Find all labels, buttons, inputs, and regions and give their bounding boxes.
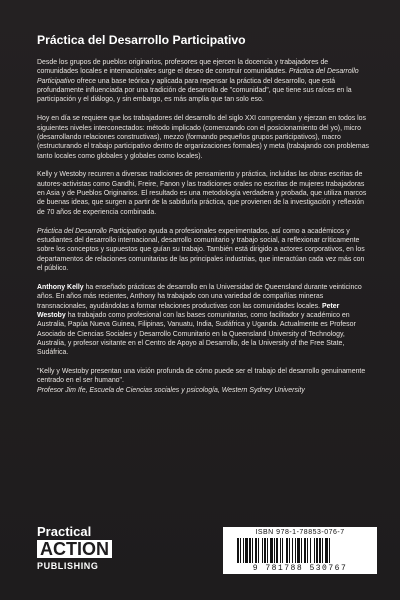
endorsement-quote <box>37 367 370 395</box>
barcode-stripe <box>245 538 248 563</box>
barcode-stripe <box>319 538 321 563</box>
barcode-stripe <box>301 538 302 563</box>
paragraph-levels: Hoy en día se requiere que los trabajadores del desarrollo del siglo XXI comprendan y ejerzan en todos los siguientes niveles interconectados: método implicado (comenzando con el posicionamiento del yo), micro (desarrollando relaciones constructivas), mezzo (formando pequeños grupos participativos), macro (estructurando el trabajo participativo dentro de organizaciones formales) y meta (trabajando con problemas tanto locales como globales y globales como locales). <box>37 115 370 160</box>
barcode-stripe <box>289 538 290 563</box>
author-name-kelly: Anthony Kelly <box>37 283 84 291</box>
barcode-bars <box>237 538 363 563</box>
paragraph-audience <box>37 227 370 274</box>
barcode-stripe <box>310 538 311 563</box>
logo-line-action: ACTION <box>37 540 112 558</box>
barcode-stripe <box>286 538 288 563</box>
barcode-stripe <box>240 538 241 563</box>
barcode-stripe <box>329 538 330 563</box>
barcode-stripe <box>276 538 278 563</box>
barcode-stripe <box>267 538 268 563</box>
paragraph-authors <box>37 283 370 358</box>
barcode-stripe <box>297 538 300 563</box>
barcode-stripe <box>292 538 293 563</box>
kelly-bio: ha enseñado prácticas de desarrollo en la Universidad de Queensland durante veinticinco años. En años más recientes, Anthony ha trabajado con una variedad de compañías mineras transnacionales, ayudándolas a formar relaciones productivas con las comunidades locales. <box>37 283 362 310</box>
book-title-inline: Práctica del Desarrollo Participativo <box>37 68 359 85</box>
book-title: Práctica del Desarrollo Participativo <box>37 33 246 47</box>
author-name-westoby: Peter Westoby <box>37 302 340 319</box>
logo-line-practical: Practical <box>37 524 92 539</box>
barcode-stripe <box>295 538 296 563</box>
barcode-stripe <box>258 538 259 563</box>
barcode-stripe <box>237 538 239 563</box>
audience-text: ayuda a profesionales experimentados, así como a académicos y estudiantes del desarrollo internacional, desarrollo comunitario y trabajo social, a reflexionar críticamente sobre los conceptos y supuestos que guían su trabajo. También está dirigido a actores corporativos, en los departamentos de relaciones comunitarias de las principales industrias, que interactúan cada vez más con el público. <box>37 227 365 273</box>
barcode-stripe <box>249 538 251 563</box>
quote-text: "Kelly y Westoby presentan una visión profunda de cómo puede ser el trabajo del desarrollo genuinamente centrado en el ser humano". <box>37 368 366 385</box>
barcode-digits: 9 781788 530767 <box>252 564 348 573</box>
barcode-stripe <box>316 538 318 563</box>
barcode-stripe <box>304 538 306 563</box>
book-title-inline: Práctica del Desarrollo Participativo <box>37 227 147 235</box>
barcode-stripe <box>307 538 308 563</box>
blurb <box>37 58 370 405</box>
quote-attribution: Profesor Jim Ife, Escuela de Ciencias sociales y psicología, Western Sydney University <box>37 386 305 394</box>
barcode-stripe <box>255 538 257 563</box>
paragraph-traditions: Kelly y Westoby recurren a diversas tradiciones de pensamiento y práctica, incluidas las obras escritas de autores-activistas como Gandhi, Freire, Fanon y las tradiciones orales no escritas de mujeres trabajadoras en Asia y de Pueblos Originarios. El resultado es una metodología verdadera y probada, que utiliza marcos de buenas ideas, que surgen a partir de la sabiduría práctica, que provienen de la investigación y reflexión de 70 años de experiencia combinada. <box>37 171 367 216</box>
barcode-stripe <box>252 538 253 563</box>
barcode-stripe <box>243 538 244 563</box>
barcode-stripe <box>270 538 273 563</box>
logo-line-publishing: PUBLISHING <box>37 561 99 571</box>
barcode-stripe <box>322 538 323 563</box>
intro-text-start: Desde los grupos de pueblos originarios, profesores que ejercen la docencia y trabajadores de comunidades locales e internacionales surge el deseo de construir comunidades. <box>37 59 329 76</box>
publisher-logo <box>37 525 112 572</box>
barcode-stripe <box>280 538 281 563</box>
barcode-stripe <box>262 538 263 563</box>
isbn-label: ISBN 978-1-78853-076-7 <box>255 529 345 536</box>
intro-text-end: ofrece una base teórica y aplicada para repensar la práctica del desarrollo, que está profundamente influenciada por una tradición de desarrollo de "comunidad", que tiene sus raíces en la participación y el diálogo, y sin embargo, es más amplia que tan solo eso. <box>37 77 352 104</box>
barcode-stripe <box>325 538 328 563</box>
barcode <box>223 527 377 574</box>
westoby-bio: ha trabajado como profesional con las bases comunitarias, como facilitador y académico en Australia, Papúa Nueva Guinea, Filipinas, Vanuatu, India, Sudáfrica y Uganda. Actualmente es Profesor Asociado de Ciencias Sociales y Desarrollo Comunitario en la Queensland University of Technology, Australia, y profesor visitante en el Centro de Apoyo al Desarrollo, de la University of the Free State, Sudáfrica. <box>37 311 356 357</box>
barcode-stripe <box>282 538 283 563</box>
barcode-stripe <box>314 538 315 563</box>
barcode-stripe <box>264 538 266 563</box>
barcode-stripe <box>274 538 275 563</box>
paragraph-intro <box>37 58 370 105</box>
